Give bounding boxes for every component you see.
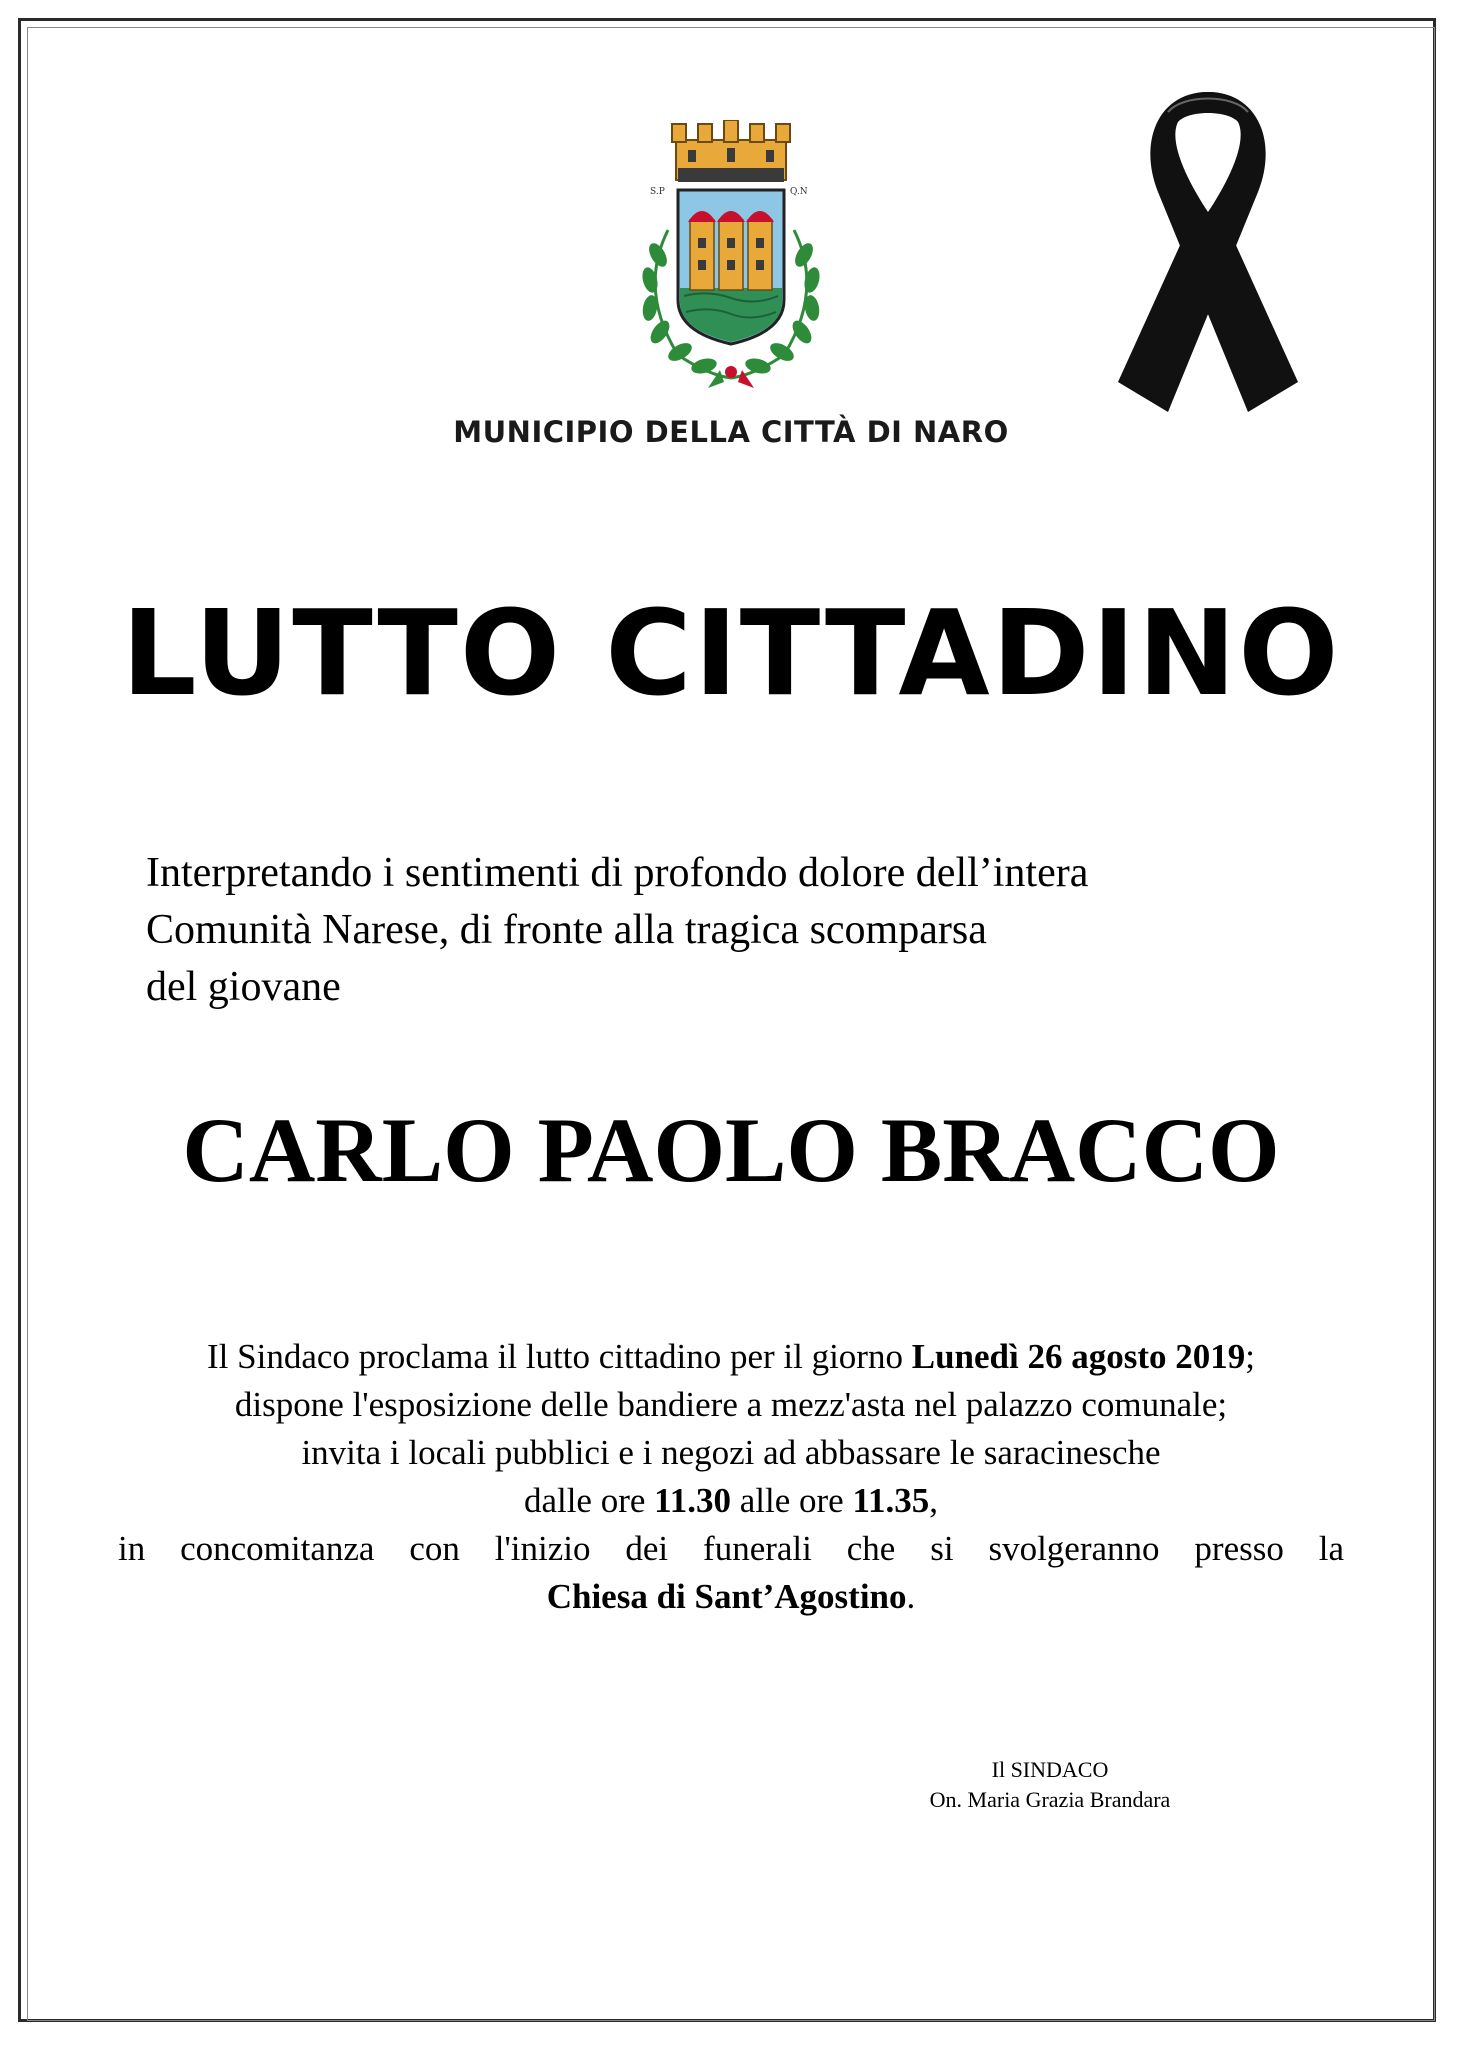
- proclamation-paragraph: [80, 1333, 1382, 1621]
- signature-role: Il SINDACO: [991, 1757, 1109, 1782]
- mourning-ribbon-icon: [1098, 82, 1318, 432]
- coat-of-arms-emblem: [628, 120, 834, 390]
- shield-icon: [678, 190, 784, 344]
- line1-end: ;: [1245, 1337, 1255, 1376]
- intro-line: Comunità Narese, di fronte alla tragica scomparsa: [146, 907, 987, 953]
- notice-title: LUTTO CITTADINO: [121, 584, 1341, 722]
- line1-text: Il Sindaco proclama il lutto cittadino per il giorno: [207, 1337, 912, 1376]
- line4-text: dalle ore: [523, 1481, 655, 1520]
- line4-mid: alle ore: [731, 1481, 853, 1520]
- proclamation-line-3: invita i locali pubblici e i negozi ad abbassare le saracinesche: [301, 1433, 1161, 1472]
- proclamation-line-1: [80, 1333, 1382, 1381]
- signature-block: [860, 1755, 1240, 1815]
- time-end: 11.35: [852, 1481, 930, 1520]
- proclamation-line-4: [80, 1477, 1382, 1525]
- intro-line: Interpretando i sentimenti di profondo dolore dell’intera: [146, 850, 1089, 896]
- municipality-heading: MUNICIPIO DELLA CITTÀ DI NARO: [453, 415, 1009, 449]
- proclamation-line-6: [80, 1573, 1382, 1621]
- line6-end: .: [906, 1577, 916, 1616]
- signature-name: On. Maria Grazia Brandara: [929, 1787, 1171, 1812]
- time-start: 11.30: [654, 1481, 731, 1520]
- proclamation-line-2: dispone l'esposizione delle bandiere a mezz'asta nel palazzo comunale;: [234, 1385, 1228, 1424]
- emblem-letters-left: S.P: [650, 187, 665, 197]
- intro-paragraph: [146, 845, 1396, 1016]
- emblem-letters-right: Q.N: [790, 187, 808, 197]
- tricolor-bow-icon: [708, 366, 754, 388]
- mural-crown-icon: [672, 120, 790, 182]
- church-name: Chiesa di Sant’Agostino: [546, 1577, 907, 1616]
- deceased-name: CARLO PAOLO BRACCO: [182, 1099, 1280, 1201]
- line4-end: ,: [929, 1481, 939, 1520]
- intro-line: del giovane: [146, 964, 341, 1010]
- proclamation-line-5: in concomitanza con l'inizio dei funerali che si svolgeranno presso la: [118, 1529, 1344, 1568]
- mourning-date: Lunedì 26 agosto 2019: [911, 1337, 1246, 1376]
